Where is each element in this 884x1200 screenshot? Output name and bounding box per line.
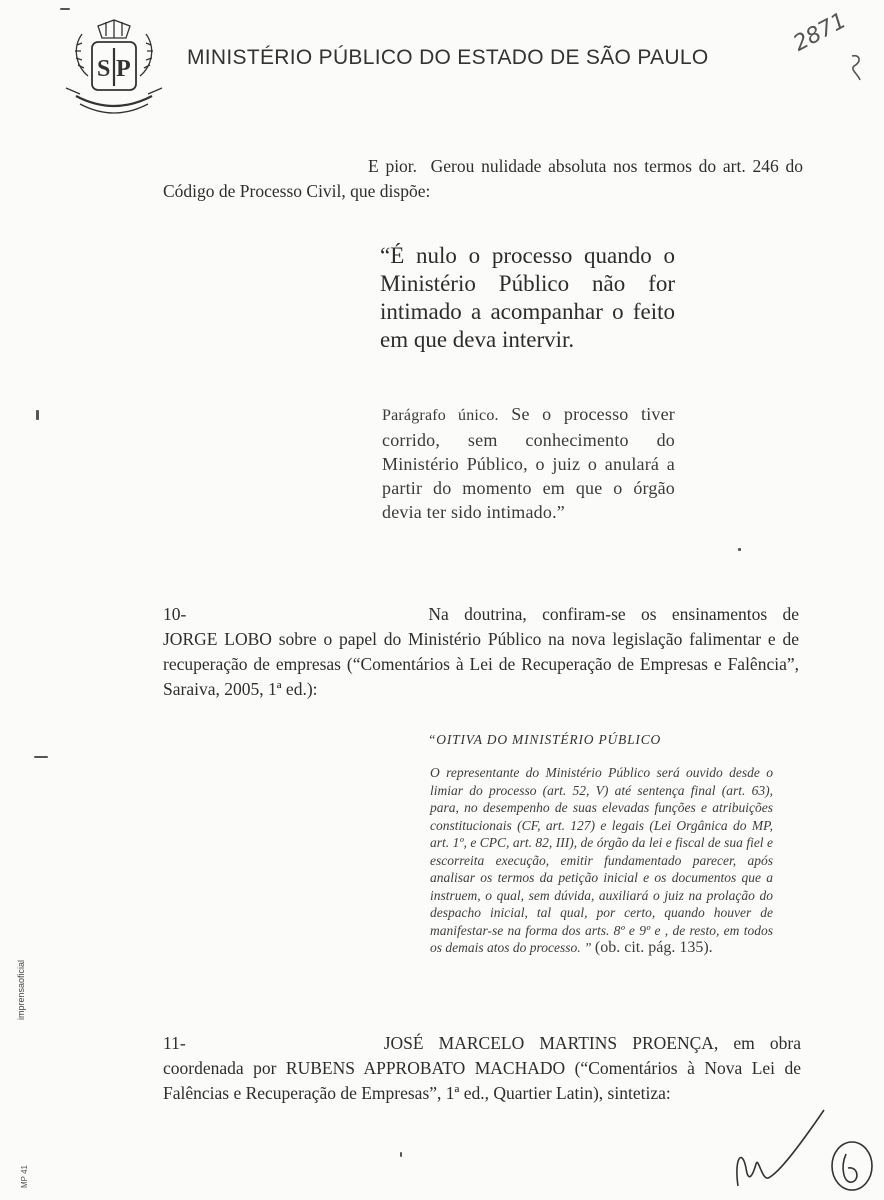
paragraph-11-text: JOSÉ MARCELO MARTINS PROENÇA, em obra coordenada por RUBENS APPROBATO MACHADO (“Comentários à Nova Lei de Falências e Recuperação de Empresas”, 1ª ed., Quartier Latin), sintetiza: xyxy=(163,1033,801,1103)
paragraph-11-number: 11- xyxy=(163,1033,186,1053)
form-code: MP 41 xyxy=(20,1165,29,1188)
page-number: 2871 xyxy=(789,8,851,57)
scan-speck xyxy=(738,548,741,551)
intro-text: Gerou nulidade absoluta nos termos do art. 246 do Código de Processo Civil, que dispõe: xyxy=(163,156,804,201)
citation-text: O representante do Ministério Público será ouvido desde o limiar do processo (art. 52, V) até sentença final (art. 63), para, no desempenho de suas elevadas funções e atribuições constitucionais (CF, art. 127) e legais (Lei Orgânica do MP, art. 1º, e CPC, art. 82, III), de órgão da lei e fiscal de sua fiel e escorreita execução, emitir fundamentado parecer, após analisar os termos da petição inicial e os documentos que a instruem, o qual, sem dúvida, auxiliará o juiz na prolação do despacho inicial, tal qual, por certo, quando houver de manifestar-se na forma dos arts. 8º e 9º e , de resto, em todos os demais atos do processo. ” xyxy=(430,765,773,955)
intro-paragraph xyxy=(163,154,803,204)
paragraph-11 xyxy=(163,1031,801,1106)
citation-title: “OITIVA DO MINISTÉRIO PÚBLICO xyxy=(428,732,662,747)
sp-coat-of-arms-icon xyxy=(58,18,170,126)
paragraph-10 xyxy=(163,602,799,702)
quoted-paragraph-text: Se o processo tiver corrido, sem conhecimento do Ministério Público, o juiz o anulará a partir do momento em que o órgão devia ter sido intimado.” xyxy=(382,404,675,522)
quoted-article: “É nulo o processo quando o Ministério Público não for intimado a acompanhar o feito em que deva intervir. xyxy=(380,243,675,352)
citation-reference: (ob. cit. pág. 135). xyxy=(594,939,713,956)
quoted-paragraph xyxy=(382,402,675,524)
signature-icon xyxy=(728,1108,878,1194)
paragraph-10-number: 10- xyxy=(163,604,187,624)
header-title: MINISTÉRIO PÚBLICO DO ESTADO DE SÃO PAULO xyxy=(187,46,709,69)
paragraph-10-text: Na doutrina, confiram-se os ensinamentos de JORGE LOBO sobre o papel do Ministério Público na nova legislação falimentar e de recuperação de empresas (“Comentários à Lei de Recuperação de Empresas e Falência”, Saraiva, 2005, 1ª ed.): xyxy=(163,604,799,699)
imprensa-oficial-margin-text: imprensaoficial xyxy=(16,959,26,1020)
quoted-paragraph-label: Parágrafo único. xyxy=(382,407,499,424)
scan-speck xyxy=(400,1152,402,1157)
scan-speck xyxy=(60,8,70,10)
citation-body xyxy=(430,764,773,957)
handwritten-mark-icon xyxy=(846,52,868,82)
intro-lead: E pior. xyxy=(368,156,418,176)
scan-speck xyxy=(36,410,39,420)
scan-speck xyxy=(34,756,48,758)
svg-text:S: S xyxy=(97,56,111,82)
svg-text:P: P xyxy=(116,56,131,82)
